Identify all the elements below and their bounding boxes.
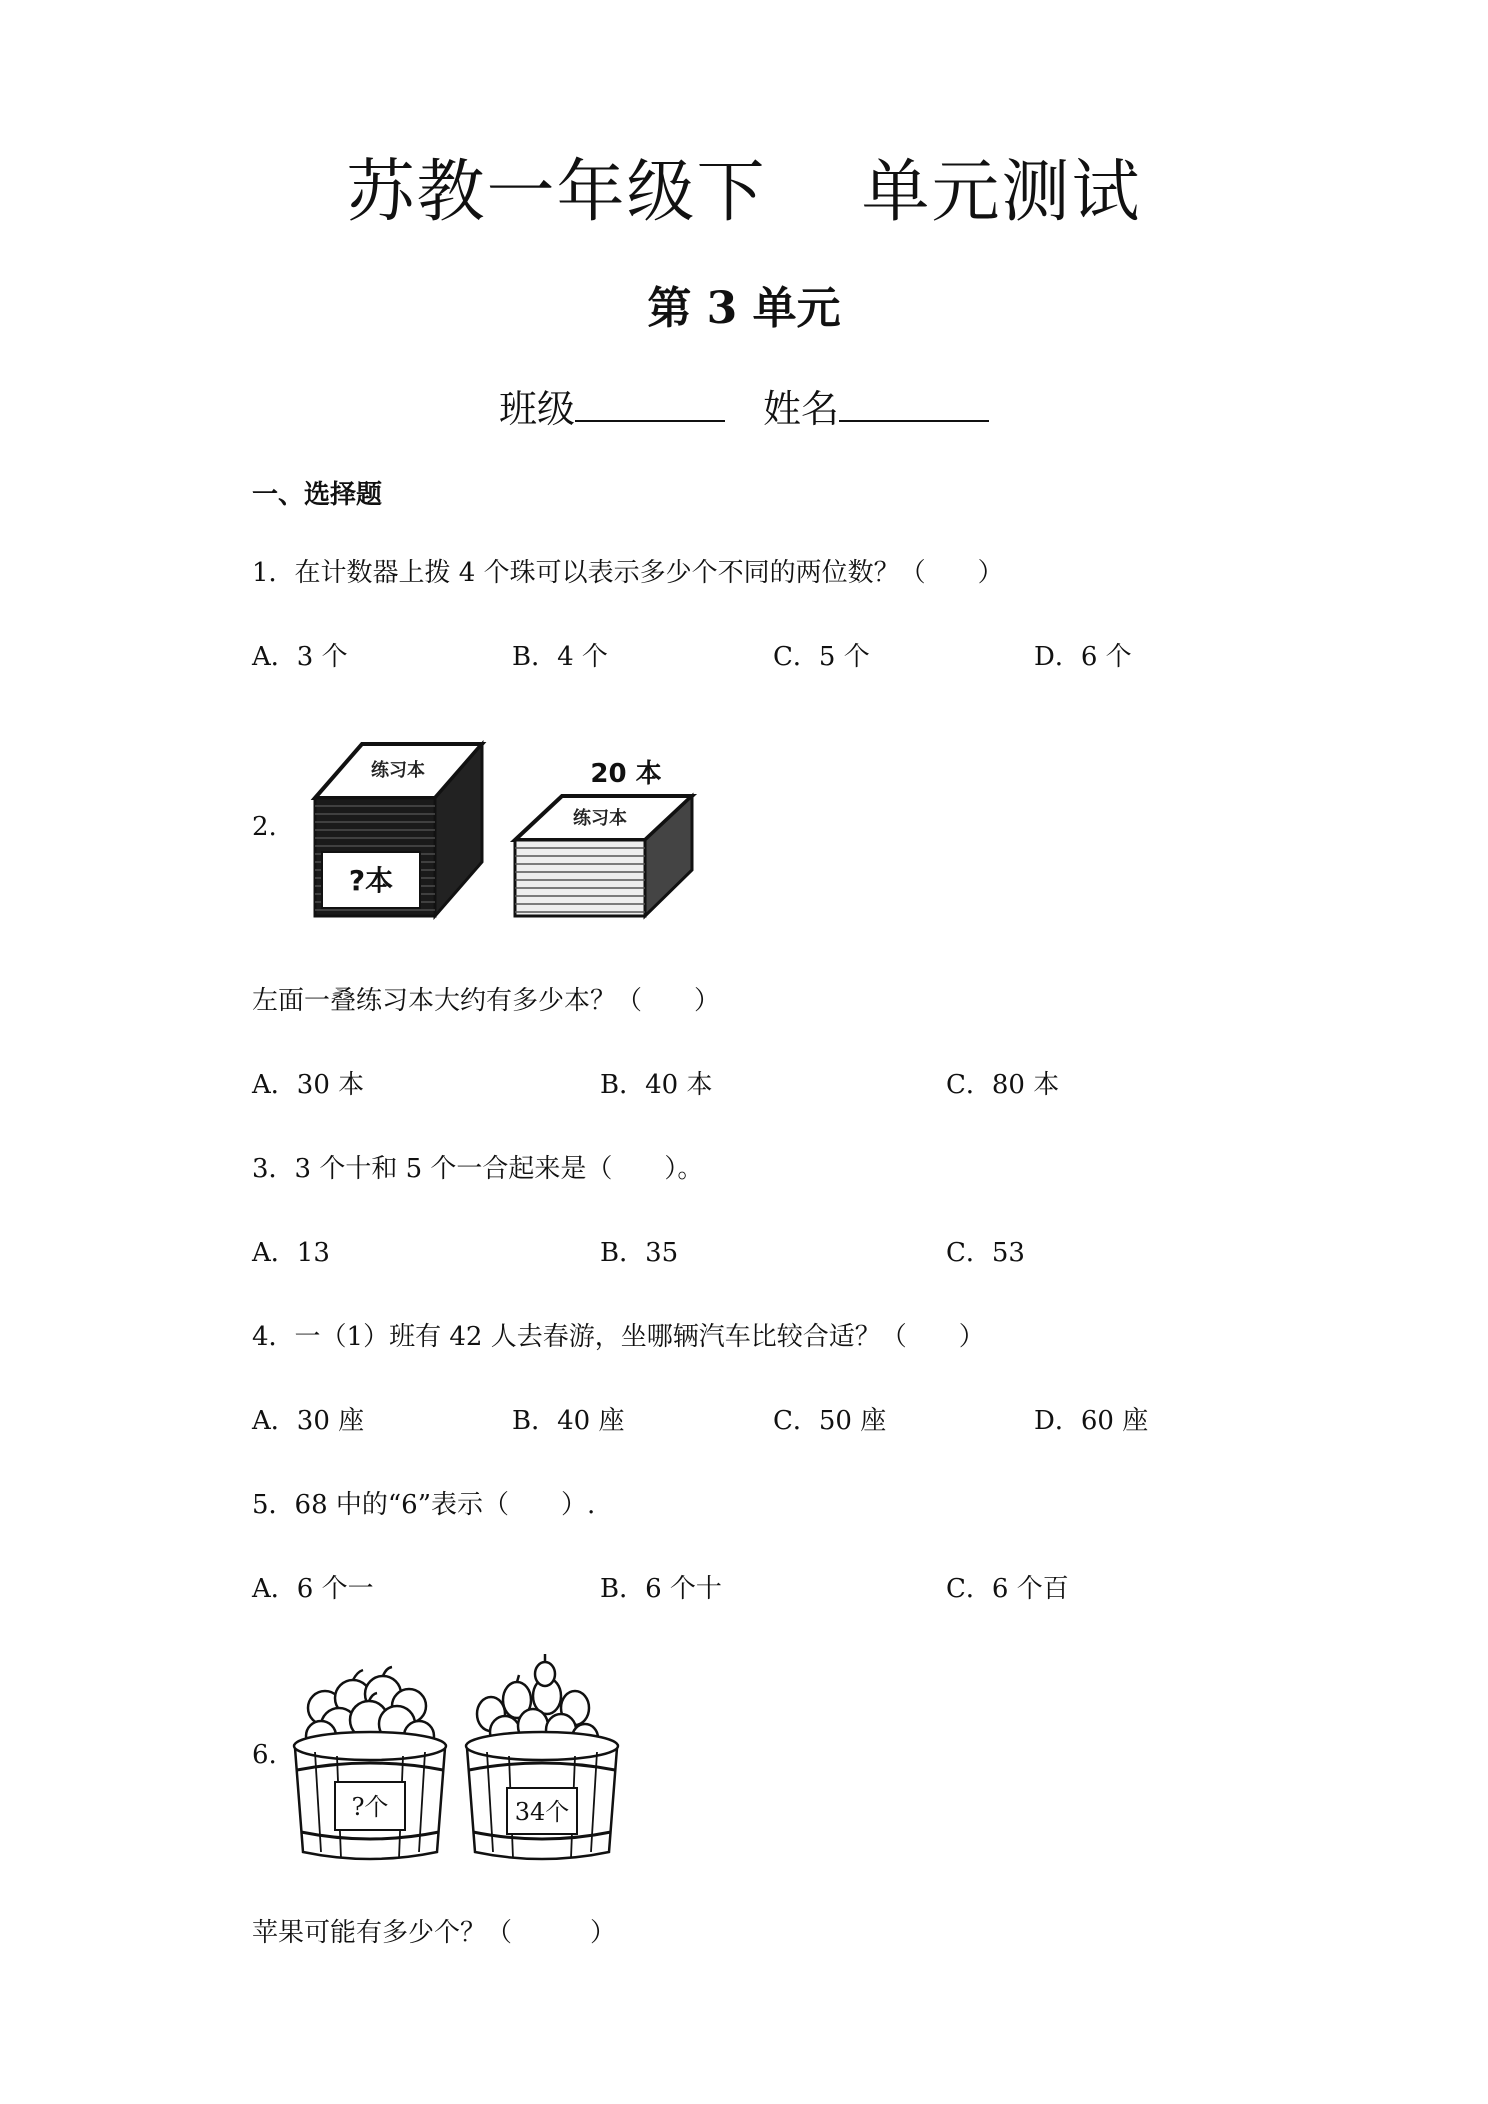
name-label: 姓名	[763, 387, 840, 431]
question-5-stem: 5．68 中的“6”表示（ ）.	[252, 1490, 596, 1520]
q3-option-c: C．53	[946, 1238, 1025, 1268]
question-4-stem: 4．一（1）班有 42 人去春游，坐哪辆汽车比较合适？（ ）	[252, 1322, 985, 1352]
question-6-number: 6.	[252, 1740, 277, 1770]
q3-option-b: B．35	[600, 1238, 679, 1268]
q4-option-b: B．40 座	[512, 1406, 625, 1436]
short-notebook-stack	[515, 759, 692, 916]
q1-option-c: C．5 个	[773, 642, 870, 672]
q5-option-a: A．6 个一	[252, 1574, 374, 1604]
title-right: 单元测试	[861, 153, 1142, 232]
apple-basket	[294, 1667, 446, 1859]
q5-option-b: B．6 个十	[600, 1574, 722, 1604]
q5-option-c: C．6 个百	[946, 1574, 1069, 1604]
student-info-line	[0, 378, 1488, 433]
known-count-label: 20 本	[590, 759, 662, 789]
class-blank[interactable]	[575, 386, 725, 422]
q2-option-a: A．30 本	[252, 1070, 365, 1100]
name-blank[interactable]	[839, 386, 989, 422]
q4-option-d: D．60 座	[1034, 1406, 1149, 1436]
q4-option-c: C．50 座	[773, 1406, 887, 1436]
question-1-stem: 1．在计数器上拨 4 个珠可以表示多少个不同的两位数？（ ）	[252, 558, 1004, 588]
q3-option-a: A．13	[252, 1238, 330, 1268]
q1-option-d: D．6 个	[1034, 642, 1132, 672]
class-label: 班级	[498, 387, 575, 431]
short-stack-cover-label: 练习本	[573, 808, 627, 829]
unit-subtitle: 第 3 单元	[647, 283, 841, 334]
question-6-stem: 苹果可能有多少个？（ ）	[252, 1918, 617, 1948]
question-2-stem: 左面一叠练习本大约有多少本？（ ）	[252, 986, 721, 1016]
q2-option-c: C．80 本	[946, 1070, 1060, 1100]
q1-option-b: B．4 个	[512, 642, 608, 672]
question-3-stem: 3．3 个十和 5 个一合起来是（ ）。	[252, 1154, 704, 1184]
question-2-number: 2.	[252, 812, 277, 842]
notebook-stacks-figure	[300, 740, 700, 920]
title-left: 苏教一年级下	[346, 153, 767, 232]
unknown-count-label: ?本	[348, 864, 394, 897]
fruit-baskets-figure	[285, 1640, 625, 1875]
apple-count-label: ?个	[351, 1793, 389, 1821]
section-heading: 一、选择题	[252, 480, 383, 510]
q2-option-b: B．40 本	[600, 1070, 713, 1100]
tall-notebook-stack	[315, 744, 482, 916]
tall-stack-cover-label: 练习本	[371, 760, 425, 781]
pear-basket	[466, 1654, 618, 1859]
q4-option-a: A．30 座	[252, 1406, 365, 1436]
page-title	[0, 138, 1488, 235]
q1-option-a: A．3 个	[252, 642, 348, 672]
pear-count-label: 34个	[514, 1798, 570, 1826]
